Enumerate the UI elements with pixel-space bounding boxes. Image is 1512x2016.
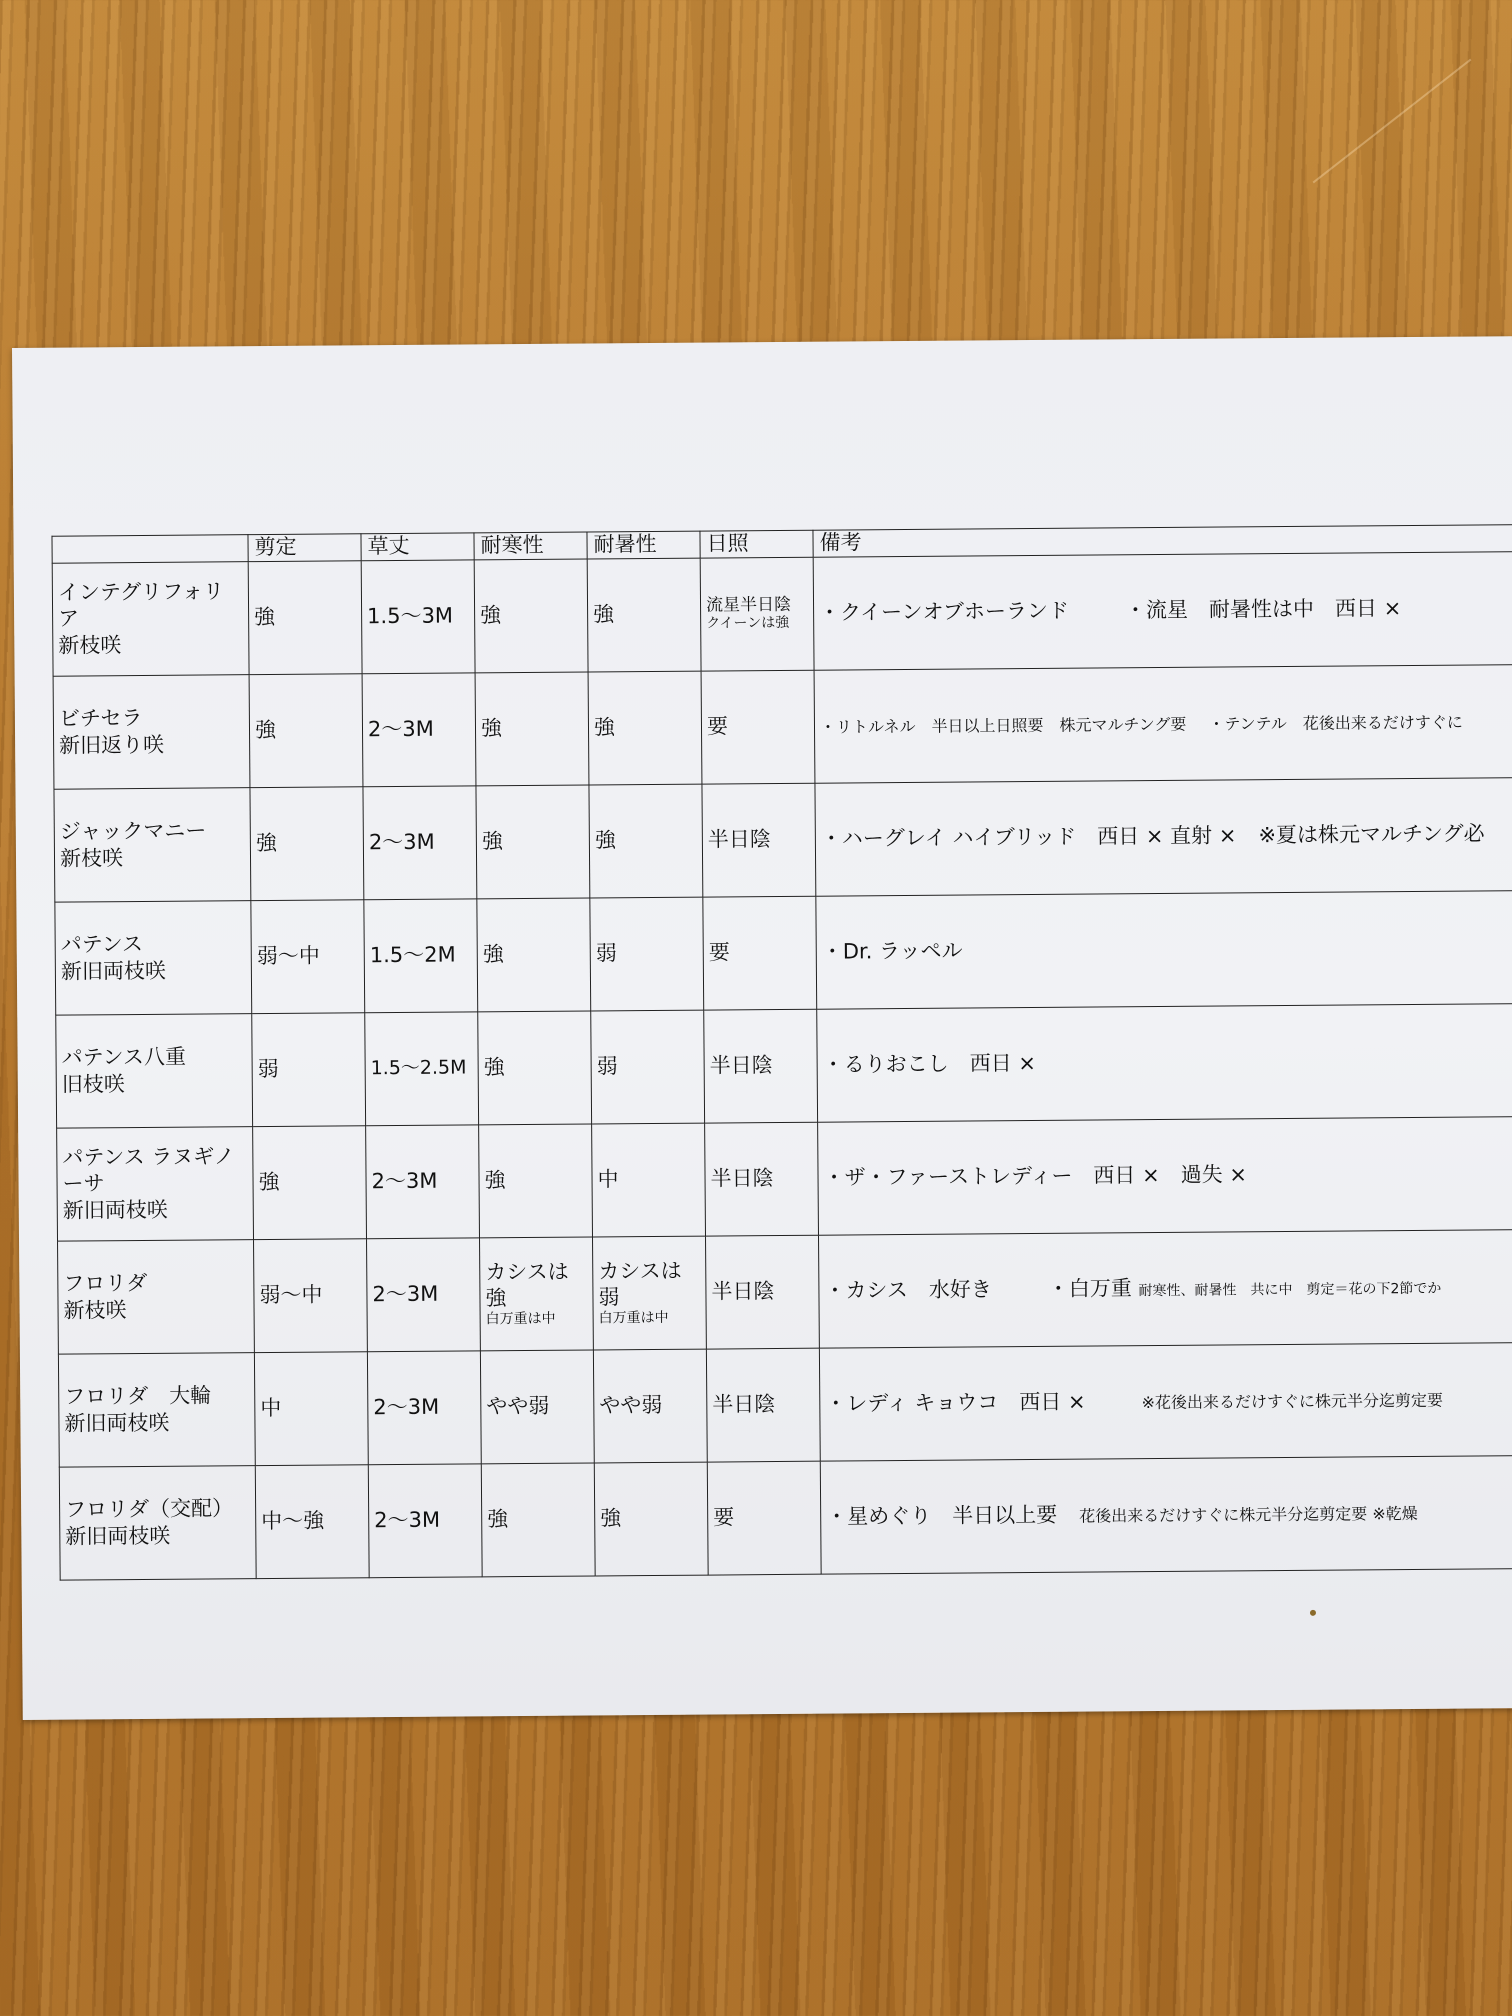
row-note-a: ・ザ・ファーストレディー 西日 × 過失 × — [823, 1162, 1248, 1190]
row-note-a: ・Dr. ラッペル — [821, 938, 963, 964]
row-name-cell — [58, 1352, 255, 1467]
row-sun-cell — [700, 557, 814, 671]
row-cold-note: 白万重は中 — [485, 1311, 556, 1328]
row-notes — [816, 890, 1512, 1009]
row-sun: 流星半日陰 — [705, 594, 792, 616]
row-cold: 強 — [481, 1463, 595, 1577]
row-sun: 半日陰 — [702, 783, 816, 897]
row-heat-cell — [592, 1236, 706, 1350]
row-height: 2〜3M — [367, 1350, 481, 1464]
row-notes — [820, 1455, 1512, 1574]
row-group: 新旧両枝咲 — [60, 958, 166, 984]
row-notes — [819, 1342, 1512, 1461]
table-row — [55, 890, 1512, 1015]
row-note-b: 花後出来るだけすぐに株元半分迄剪定要 ※乾燥 — [1079, 1503, 1418, 1526]
row-note-a: ・クイーンオブホーランド — [819, 598, 1070, 625]
row-cold: 強 — [476, 785, 590, 899]
row-height: 1.5〜2.5M — [365, 1011, 479, 1125]
row-height: 1.5〜3M — [361, 559, 475, 673]
row-name-cell — [54, 787, 251, 902]
row-name: ジャックマニー — [59, 818, 207, 844]
row-group: 旧枝咲 — [61, 1071, 125, 1097]
row-group: 新旧両枝咲 — [62, 1197, 168, 1223]
row-pruning: 中 — [254, 1351, 368, 1465]
table-row — [52, 551, 1512, 676]
header-heat-tolerance: 耐暑性 — [587, 531, 700, 558]
row-group: 新枝咲 — [59, 845, 124, 871]
row-name: フロリダ 大輪 — [64, 1383, 212, 1409]
row-name: フロリダ — [63, 1271, 148, 1296]
row-heat: 強 — [588, 671, 702, 785]
row-name: パテンス — [60, 932, 144, 957]
row-pruning: 強 — [249, 673, 363, 787]
row-notes — [814, 664, 1512, 783]
row-note-b: ・白万重 — [1047, 1276, 1132, 1301]
row-notes — [813, 551, 1512, 670]
row-heat: 強 — [587, 558, 701, 672]
row-group: 新枝咲 — [58, 632, 122, 658]
row-sun: 要 — [701, 670, 815, 784]
row-heat: 弱 — [590, 897, 704, 1011]
table-row — [59, 1455, 1512, 1580]
row-heat: やや弱 — [593, 1349, 707, 1463]
row-heat: 強 — [594, 1462, 708, 1576]
row-heat: カシスは弱 — [598, 1258, 682, 1310]
row-cold: カシスは強 — [485, 1259, 569, 1311]
clematis-table — [51, 524, 1512, 1580]
row-name: パテンス八重 — [61, 1045, 186, 1070]
row-sun: 半日陰 — [704, 1009, 818, 1123]
row-sun: 要 — [703, 896, 817, 1010]
row-cold: 強 — [477, 898, 591, 1012]
row-note-a: ・カシス 水好き — [824, 1277, 992, 1303]
row-pruning: 弱〜中 — [254, 1238, 368, 1352]
header-notes: 備考 — [813, 524, 1512, 556]
row-group: 新枝咲 — [63, 1297, 127, 1323]
row-sun: 半日陰 — [705, 1235, 819, 1349]
row-sun: 半日陰 — [705, 1122, 819, 1236]
row-cold: やや弱 — [480, 1350, 594, 1464]
table-row — [58, 1342, 1512, 1467]
table-row — [56, 1003, 1512, 1128]
row-cold: 強 — [475, 672, 589, 786]
row-group: 新旧両枝咲 — [65, 1523, 171, 1549]
row-name-cell — [52, 561, 249, 676]
table-row — [54, 777, 1512, 902]
row-cold: 強 — [479, 1124, 593, 1238]
row-heat-note: 白万重は中 — [598, 1310, 669, 1327]
row-pruning: 強 — [253, 1125, 367, 1239]
row-group: 新旧返り咲 — [59, 732, 165, 758]
row-pruning: 強 — [250, 786, 364, 900]
row-pruning: 弱 — [252, 1012, 366, 1126]
row-cold-cell — [480, 1237, 594, 1351]
row-note-c: 耐寒性、耐暑性 共に中 剪定＝花の下2節でか — [1138, 1280, 1442, 1299]
paper-speck — [1310, 1610, 1316, 1616]
row-note-b: ※花後出来るだけすぐに株元半分迄剪定要 — [1141, 1390, 1444, 1412]
row-note-a: ・ハーグレイ ハイブリッド 西日 × 直射 × — [820, 823, 1237, 851]
row-note-a: ・リトルネル 半日以上日照要 株元マルチング要 — [819, 714, 1187, 737]
row-name: パテンス ラヌギノーサ — [62, 1144, 235, 1197]
header-pruning: 剪定 — [248, 534, 361, 561]
row-heat: 強 — [589, 784, 703, 898]
row-name: インテグリフォリア — [57, 579, 225, 632]
row-sun: 要 — [707, 1461, 821, 1575]
row-name-cell — [59, 1465, 256, 1580]
row-name-cell — [58, 1239, 255, 1354]
row-height: 2〜3M — [366, 1124, 480, 1238]
row-name-cell — [56, 1013, 253, 1128]
table-row — [57, 1116, 1512, 1241]
row-note-a: ・星めぐり 半日以上要 — [826, 1502, 1058, 1529]
row-sun: 半日陰 — [706, 1348, 820, 1462]
row-name: ビチセラ — [58, 706, 143, 732]
row-name-cell — [53, 674, 250, 789]
header-height: 草丈 — [361, 533, 474, 560]
header-cold-hardiness: 耐寒性 — [474, 532, 587, 559]
row-cold: 強 — [474, 559, 588, 673]
row-height: 1.5〜2M — [364, 898, 478, 1012]
row-heat: 弱 — [591, 1010, 705, 1124]
row-name-cell — [57, 1126, 254, 1241]
row-note-a: ・レディ キョウコ 西日 × — [825, 1389, 1086, 1416]
row-note-b: ・流星 耐暑性は中 西日 × — [1124, 595, 1402, 623]
row-pruning: 強 — [248, 560, 362, 674]
row-heat: 中 — [592, 1123, 706, 1237]
header-cell-empty — [52, 535, 248, 563]
row-pruning: 中〜強 — [255, 1464, 369, 1578]
paper-sheet — [12, 336, 1512, 1720]
row-notes — [818, 1229, 1512, 1348]
row-name: フロリダ（交配） — [65, 1496, 234, 1522]
row-height: 2〜3M — [368, 1463, 482, 1577]
row-cold: 強 — [478, 1011, 592, 1125]
row-notes — [818, 1116, 1512, 1235]
row-height: 2〜3M — [363, 785, 477, 899]
row-note-b: ・テンテル 花後出来るだけすぐに — [1208, 712, 1463, 734]
table-row — [53, 664, 1512, 789]
row-note-b: ※夏は株元マルチング必 — [1258, 821, 1485, 848]
row-group: 新旧両枝咲 — [64, 1410, 170, 1436]
row-pruning: 弱〜中 — [251, 899, 365, 1013]
table-row — [58, 1229, 1512, 1354]
row-height: 2〜3M — [367, 1237, 481, 1351]
row-height: 2〜3M — [362, 672, 476, 786]
row-notes — [817, 1003, 1512, 1122]
row-note-a: ・るりおこし 西日 × — [822, 1050, 1037, 1077]
row-name-cell — [55, 900, 252, 1015]
wood-scratch — [1313, 59, 1472, 184]
header-sunlight: 日照 — [700, 530, 813, 557]
row-notes — [815, 777, 1512, 896]
row-sun-note: クイーンは強 — [706, 615, 790, 632]
